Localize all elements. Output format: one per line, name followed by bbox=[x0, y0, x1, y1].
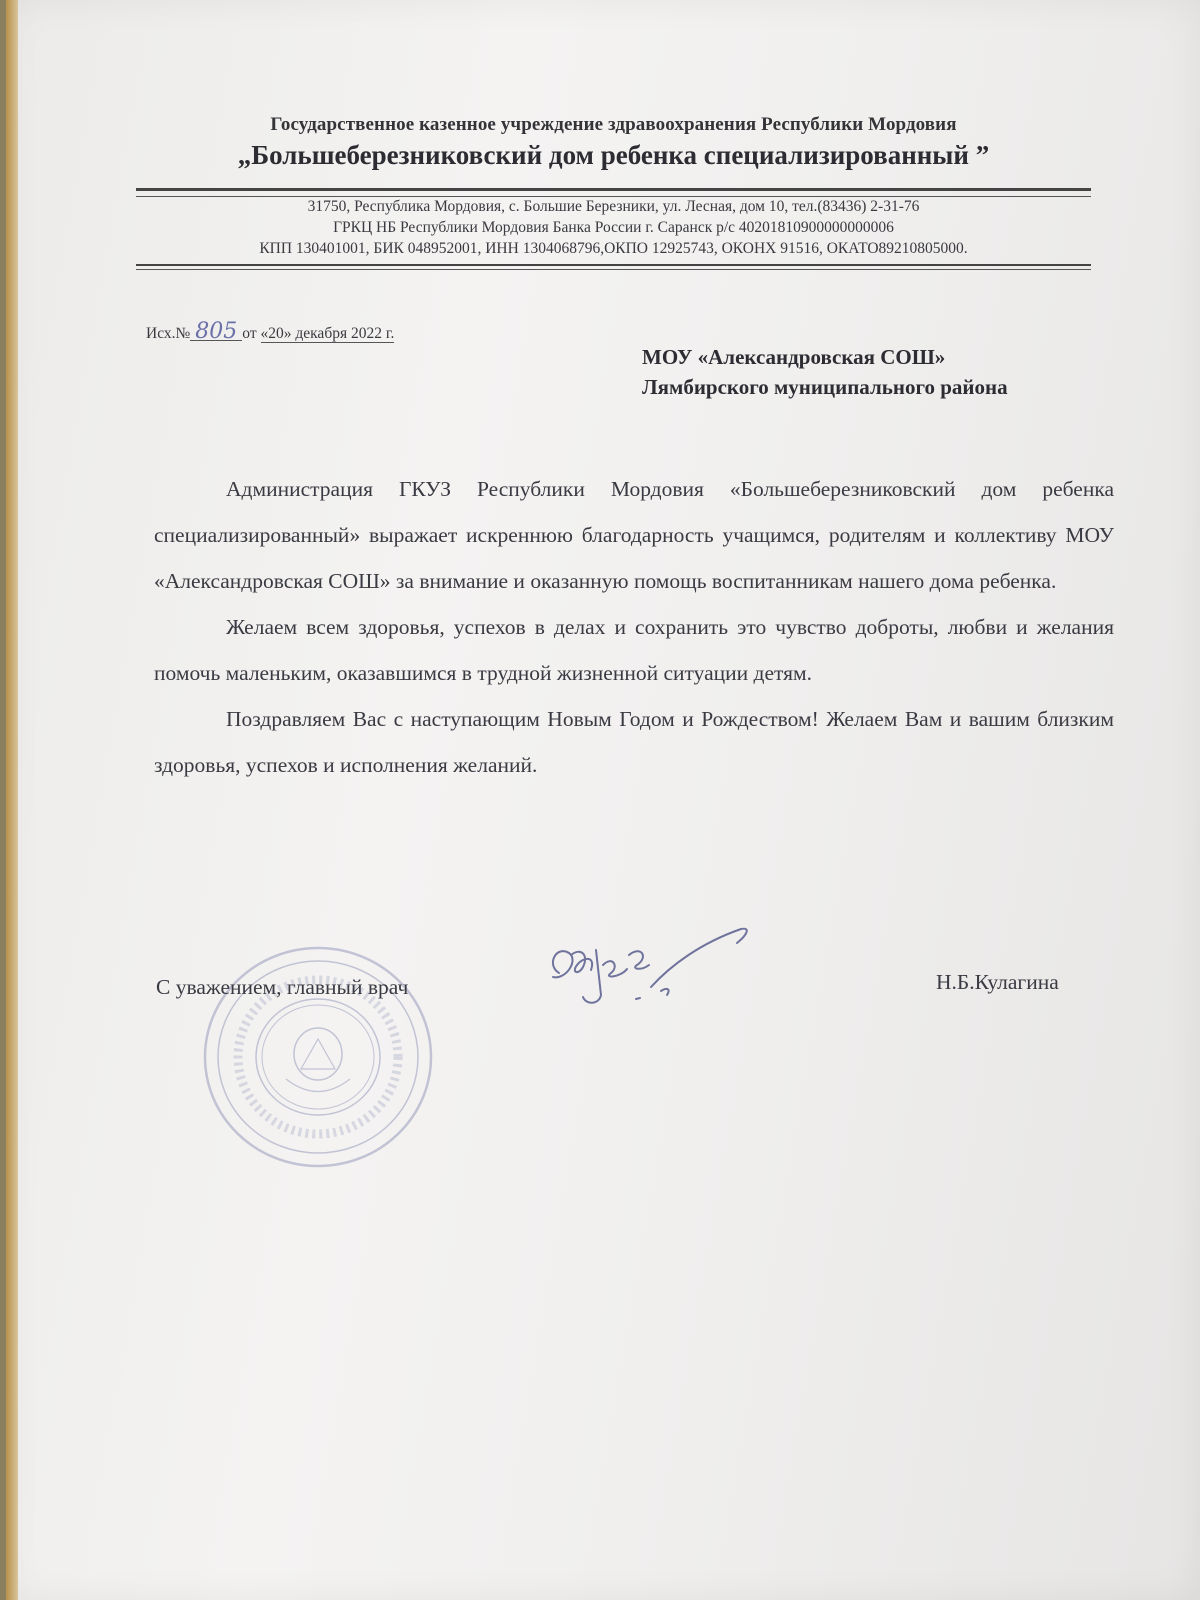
signatory-name: Н.Б.Кулагина bbox=[936, 970, 1059, 994]
ref-date: «20» декабря 2022 г. bbox=[260, 325, 395, 342]
body-paragraph: Администрация ГКУЗ Республики Мордовия «Большеберезниковский дом ребенка специализированный» выражает искреннюю благодарность учащимся, родителям и коллективу МОУ «Александровская СОШ» за внимание и оказанную помощь воспитанникам нашего дома ребенка. bbox=[154, 477, 1114, 593]
contacts-codes: КПП 130401001, БИК 048952001, ИНН 1304068796,ОКПО 12925743, ОКОНХ 91516, ОКАТО89210805000. bbox=[259, 240, 968, 257]
body-paragraph: Поздравляем Вас с наступающим Новым Годом и Рождеством! Желаем Вам и вашим близким здоровья, успехов и исполнения желаний. bbox=[154, 707, 1114, 777]
ref-number: 805 bbox=[190, 324, 242, 341]
handwritten-signature bbox=[541, 925, 771, 1025]
letterhead bbox=[136, 110, 1091, 171]
contacts-address: 31750, Республика Мордовия, с. Большие Березники, ул. Лесная, дом 10, тел.(83436) 2-31-76 bbox=[307, 198, 920, 215]
letter-body bbox=[154, 466, 1114, 788]
signature-label: С уважением, главный врач bbox=[156, 975, 409, 999]
org-line: Государственное казенное учреждение здравоохранения Республики Мордовия bbox=[270, 114, 957, 135]
ref-prefix: Исх.№ bbox=[146, 325, 191, 342]
letterhead-rule-bottom bbox=[136, 264, 1091, 270]
letterhead-contacts bbox=[136, 196, 1091, 259]
addressee bbox=[642, 342, 1008, 402]
ref-mid: от bbox=[242, 325, 257, 342]
outgoing-reference bbox=[146, 319, 395, 344]
paper-edge-shadow bbox=[6, 0, 18, 1600]
letter-paper bbox=[6, 0, 1200, 1600]
addressee-line1: МОУ «Александровская СОШ» bbox=[642, 345, 946, 369]
body-paragraph: Желаем всем здоровья, успехов в делах и сохранить это чувство доброты, любви и желания помочь маленьким, оказавшимся в трудной жизненной ситуации детям. bbox=[154, 615, 1114, 685]
org-name: „Большеберезниковский дом ребенка специализированный ” bbox=[237, 140, 990, 170]
addressee-line2: Лямбирского муниципального района bbox=[642, 375, 1008, 399]
contacts-bank: ГРКЦ НБ Республики Мордовия Банка России г. Саранск р/с 40201810900000000006 bbox=[333, 219, 894, 236]
